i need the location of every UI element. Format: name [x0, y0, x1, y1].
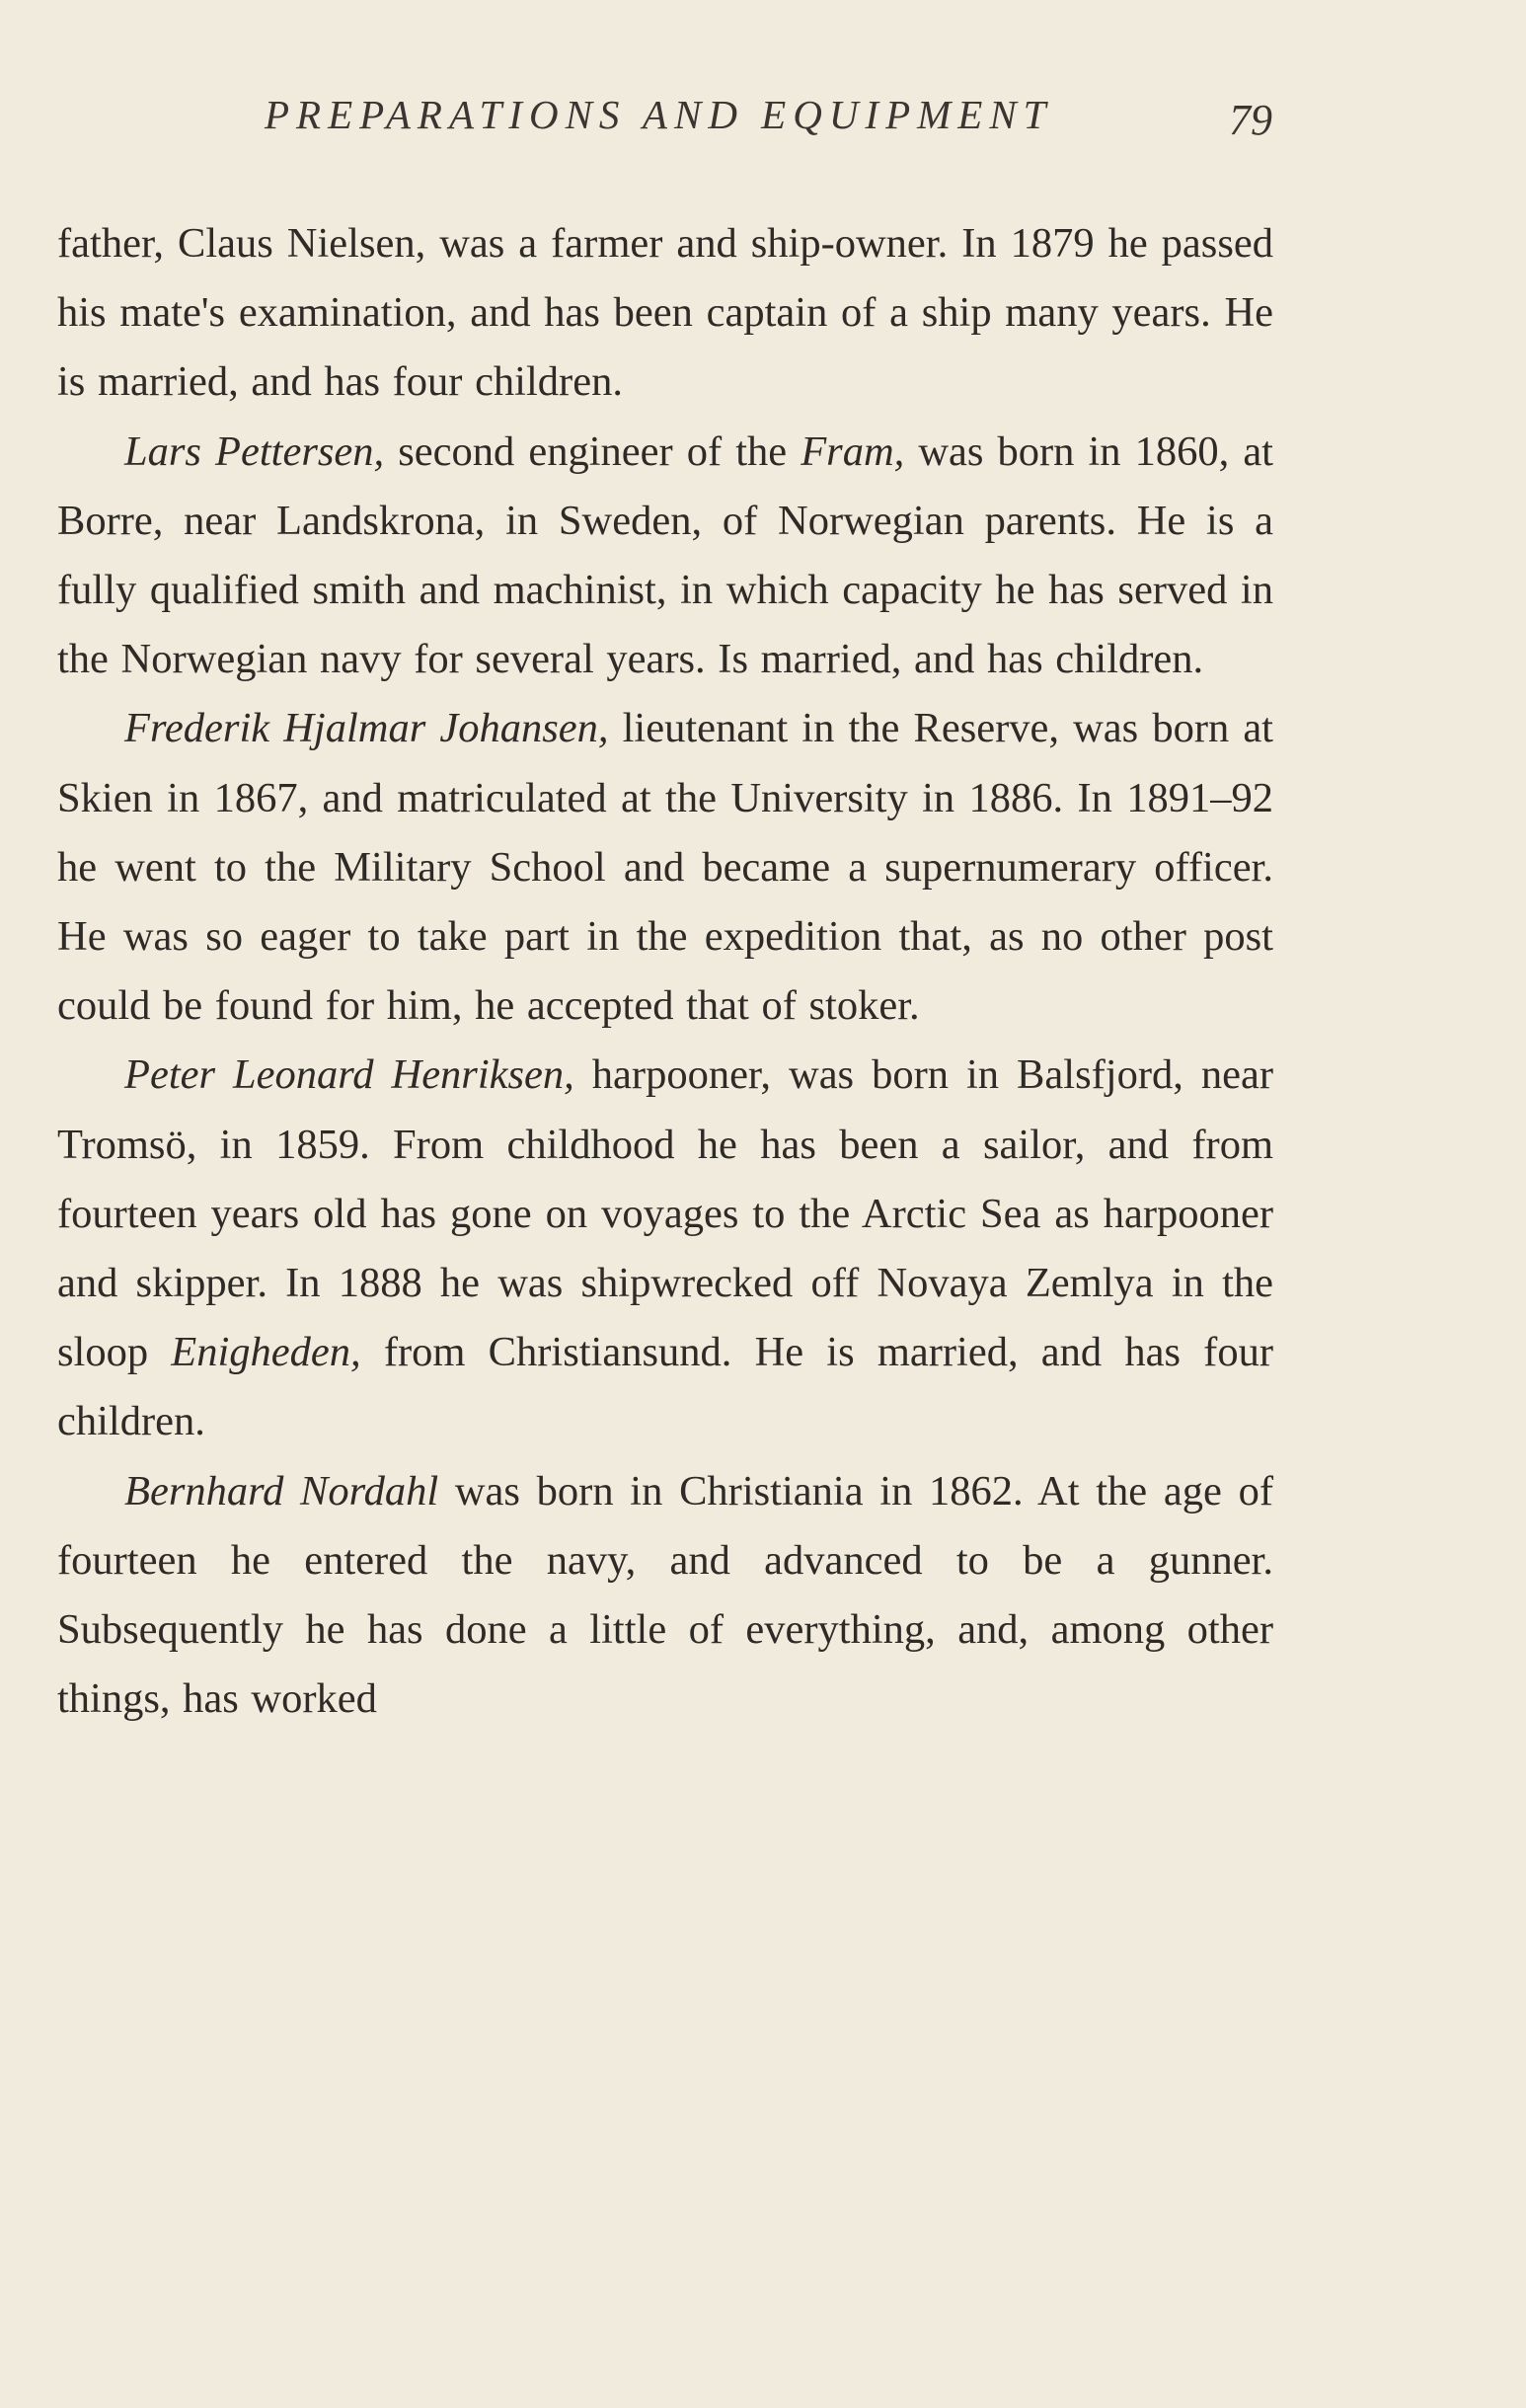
page-number: 79: [1229, 96, 1272, 144]
paragraph-lars-pettersen: [57, 418, 1273, 695]
person-name: Bernhard Nordahl: [124, 1467, 439, 1515]
paragraph-text: from Christiansund. He is married, and has four children.: [57, 1329, 1273, 1445]
ship-name: Enigheden,: [171, 1329, 361, 1376]
paragraph-text: second engineer of the: [384, 427, 801, 475]
paragraph-text: was born in 1860, at Borre, near Landskrona, in Sweden, of Norwegian parents. He is a fully qualified smith and machinist, in which capacity he has served in the Norwegian navy for several years. Is married, and has children.: [57, 427, 1273, 683]
paragraph-text: father, Claus Nielsen, was a farmer and ship-owner. In 1879 he passed his mate's examination, and has been captain of a ship many years. He is married, and has four children.: [57, 220, 1273, 406]
person-name: Frederik Hjalmar Johansen,: [124, 705, 609, 752]
running-title: PREPARATIONS AND EQUIPMENT: [265, 92, 1053, 137]
paragraph-peter-henriksen: [57, 1041, 1273, 1456]
paragraph-text: lieutenant in the Reserve, was born at Skien in 1867, and matriculated at the University in 1886. In 1891–92 he went to the Military School and became a supernumerary officer. He was so eager to take part in the expedition that, as no other post could be found for him, he accepted that of stoker.: [57, 705, 1273, 1030]
paragraph-bernhard-nordahl: [57, 1457, 1273, 1735]
paragraph-frederik-johansen: [57, 694, 1273, 1041]
paragraph-text: harpooner, was born in Balsfjord, near Tromsö, in 1859. From childhood he has been a sailor, and from fourteen years old has gone on voyages to the Arctic Sea as harpooner and skipper. In 1888 he was shipwrecked off Novaya Zemlya in the sloop: [57, 1051, 1273, 1376]
person-name: Lars Pettersen,: [124, 427, 385, 475]
paragraph-claus-nielsen: [57, 209, 1273, 418]
paragraph-text: was born in Christiania in 1862. At the age of fourteen he entered the navy, and advanced to be a gunner. Subsequently he has done a little of everything, and, among other things, has worked: [57, 1467, 1273, 1723]
body-text: [57, 209, 1273, 1734]
person-name: Peter Leonard Henriksen,: [124, 1051, 574, 1099]
ship-name: Fram,: [801, 427, 905, 475]
